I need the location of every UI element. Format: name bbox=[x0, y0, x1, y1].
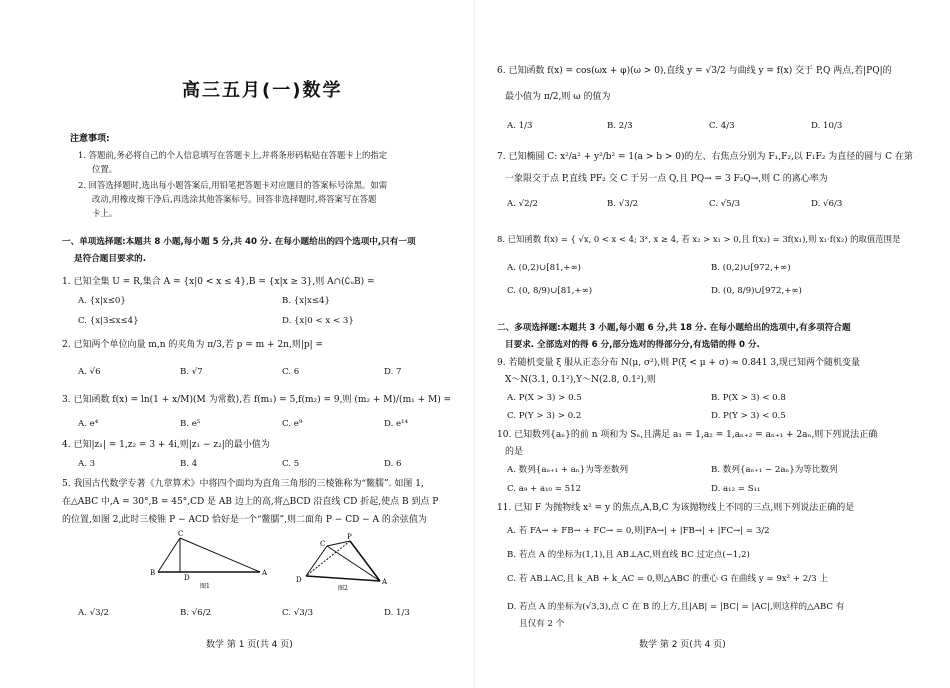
question-8-stem: 8. 已知函数 f(x) = { √x, 0 < x < 4; 3ˣ, x ≥ 4, 若 x₂ > x₁ > 0,且 f(x₂) = 3f(x₁),则 x₁·f(x₂) 的取值范围是 bbox=[497, 234, 901, 244]
question-10-option-a: A. 数列{aₙ₊₁ + aₙ}为等差数列 bbox=[507, 465, 629, 475]
question-1-option-c: C. {x|3≤x≤4} bbox=[78, 316, 139, 326]
fig2-label-c: C bbox=[320, 540, 326, 548]
question-7-option-c: C. √5/3 bbox=[709, 199, 741, 209]
question-4-option-a: A. 3 bbox=[78, 459, 96, 469]
exam-title: 高三五月(一)数学 bbox=[182, 80, 343, 101]
question-1-option-d: D. {x|0 < x < 3} bbox=[282, 316, 354, 326]
question-11-option-d: D. 若点 A 的坐标为(√3,3),点 C 在 B 的上方,且|AB| = |BC| = |AC|,则这样的△ABC 有 bbox=[507, 602, 845, 612]
question-5-option-a: A. √3/2 bbox=[78, 608, 109, 618]
fig1-label-a: A bbox=[262, 569, 268, 577]
question-5-option-b: B. √6/2 bbox=[180, 608, 212, 618]
section-2-heading: 二、多项选择题:本题共 3 小题,每小题 6 分,共 18 分. 在每小题给出的选项中,有多项符合题 bbox=[497, 323, 851, 333]
question-4-stem: 4. 已知|z₁| = 1,z₂ = 3 + 4i,则|z₁ − z₂|的最小值为 bbox=[62, 440, 270, 450]
question-1-stem: 1. 已知全集 U = R,集合 A = {x|0 < x ≤ 4},B = {x|x ≥ 3},则 A∩(∁ᵤB) = bbox=[62, 277, 375, 287]
notice-item-2-cont: 改动,用橡皮擦干净后,再选涂其他答案标号。回答非选择题时,将答案写在答题 bbox=[92, 194, 377, 204]
fig2-label-p: P bbox=[347, 533, 352, 541]
page-footer-1: 数学 第 1 页(共 4 页) bbox=[206, 640, 293, 650]
notice-item-1-cont: 位置。 bbox=[92, 164, 118, 174]
question-3-option-a: A. e⁴ bbox=[78, 419, 99, 429]
question-8-option-d: D. (0, 8/9)∪[972,+∞) bbox=[711, 286, 802, 296]
fig1-label-b: B bbox=[150, 569, 156, 577]
question-1-option-b: B. {x|x≤4} bbox=[282, 296, 330, 306]
question-2-option-c: C. 6 bbox=[282, 367, 300, 377]
page-right bbox=[475, 0, 950, 688]
question-6-option-a: A. 1/3 bbox=[507, 121, 533, 131]
figure-1 bbox=[150, 530, 268, 590]
question-3-option-b: B. e⁵ bbox=[180, 419, 201, 429]
question-5-option-c: C. √3/3 bbox=[282, 608, 314, 618]
question-1-option-a: A. {x|x≤0} bbox=[78, 296, 126, 306]
question-4-option-b: B. 4 bbox=[180, 459, 198, 469]
question-6-stem-2: 最小值为 π/2,则 ω 的值为 bbox=[505, 92, 611, 102]
question-10-option-d: D. a₁₂ = S₁₁ bbox=[711, 484, 761, 494]
question-9-option-a: A. P(X > 3) > 0.5 bbox=[507, 393, 582, 403]
question-6-stem-1: 6. 已知函数 f(x) = cos(ωx + φ)(ω > 0),直线 y = √3/2 与曲线 y = f(x) 交于 P,Q 两点,若|PQ|的 bbox=[497, 66, 892, 76]
figure-2 bbox=[296, 533, 388, 592]
question-5-figures bbox=[140, 530, 400, 598]
question-8-option-b: B. (0,2)∪[972,+∞) bbox=[711, 263, 791, 273]
question-5-option-d: D. 1/3 bbox=[384, 608, 410, 618]
question-7-stem-2: 一象限交于点 P,直线 PF₂ 交 C 于另一点 Q,且 PQ→ = 3 F₂Q→,则 C 的离心率为 bbox=[505, 174, 828, 184]
question-9-option-d: D. P(Y > 3) < 0.5 bbox=[711, 411, 786, 421]
notice-item-2-end: 卡上。 bbox=[92, 208, 118, 218]
question-6-option-b: B. 2/3 bbox=[607, 121, 633, 131]
question-2-stem: 2. 已知两个单位向量 m,n 的夹角为 π/3,若 p = m + 2n,则|p| = bbox=[62, 340, 324, 350]
notice-item-2: 2. 回答选择题时,选出每小题答案后,用铅笔把答题卡对应题目的答案标号涂黑。如需 bbox=[78, 180, 388, 190]
fig1-caption: 图1 bbox=[200, 583, 210, 590]
fig2-label-d: D bbox=[296, 576, 302, 584]
question-6-option-d: D. 10/3 bbox=[811, 121, 843, 131]
notice-item-1: 1. 答题前,务必将自己的个人信息填写在答题卡上,并将条形码粘贴在答题卡上的指定 bbox=[78, 150, 388, 160]
question-9-stem-2: X～N(3.1, 0.1²),Y～N(2.8, 0.1²),则 bbox=[505, 375, 656, 385]
page-footer-2: 数学 第 2 页(共 4 页) bbox=[639, 640, 726, 650]
question-3-option-d: D. e¹⁴ bbox=[384, 419, 409, 429]
fig1-label-d: D bbox=[184, 574, 190, 582]
question-6-option-c: C. 4/3 bbox=[709, 121, 735, 131]
question-9-option-b: B. P(X > 3) < 0.8 bbox=[711, 393, 786, 403]
question-4-option-d: D. 6 bbox=[384, 459, 402, 469]
question-10-option-b: B. 数列{aₙ₊₁ − 2aₙ}为等比数列 bbox=[711, 465, 838, 475]
question-10-option-c: C. a₉ + a₁₀ = 512 bbox=[507, 484, 582, 494]
question-9-option-c: C. P(Y > 3) > 0.2 bbox=[507, 411, 582, 421]
question-11-option-d-cont: 且仅有 2 个 bbox=[519, 619, 565, 629]
section-2-heading-cont: 目要求. 全部选对的得 6 分,部分选对的得部分分,有选错的得 0 分. bbox=[505, 340, 760, 350]
question-2-option-b: B. √7 bbox=[180, 367, 203, 377]
question-4-option-c: C. 5 bbox=[282, 459, 300, 469]
question-7-stem-1: 7. 已知椭圆 C: x²/a² + y²/b² = 1(a > b > 0)的左、右焦点分别为 F₁,F₂,以 F₁F₂ 为直径的圆与 C 在第 bbox=[497, 152, 913, 162]
question-3-stem: 3. 已知函数 f(x) = ln(1 + x/M)(M 为常数),若 f(m₁) = 5,f(m₂) = 9,则 (m₂ + M)/(m₁ + M) = bbox=[62, 395, 452, 405]
notice-heading: 注意事项: bbox=[70, 134, 110, 144]
question-11-option-a: A. 若 FA→ + FB→ + FC→ = 0,则|FA→| + |FB→| + |FC→| = 3/2 bbox=[507, 526, 770, 536]
question-11-stem: 11. 已知 F 为抛物线 x² = y 的焦点,A,B,C 为该抛物线上不同的三点,则下列说法正确的是 bbox=[497, 503, 855, 513]
question-8-option-a: A. (0,2)∪[81,+∞) bbox=[507, 263, 581, 273]
question-10-stem-2: 的是 bbox=[505, 447, 524, 457]
fig2-caption: 图2 bbox=[338, 585, 348, 592]
question-7-option-b: B. √3/2 bbox=[607, 199, 639, 209]
question-8-option-c: C. (0, 8/9)∪[81,+∞) bbox=[507, 286, 593, 296]
question-9-stem-1: 9. 若随机变量 ξ 服从正态分布 N(μ, σ²),则 P(ξ < μ + σ) ≈ 0.841 3,现已知两个随机变量 bbox=[497, 358, 860, 368]
question-5-stem-1: 5. 我国古代数学专著《九章算术》中将四个面均为直角三角形的三棱锥称为“鳖臑”. 如图 1, bbox=[62, 479, 424, 489]
question-3-option-c: C. e⁹ bbox=[282, 419, 303, 429]
question-5-stem-3: 的位置,如图 2,此时三棱锥 P − ACD 恰好是一个“鳖臑”,则二面角 P − CD − A 的余弦值为 bbox=[62, 515, 427, 525]
question-7-option-a: A. √2/2 bbox=[507, 199, 538, 209]
question-7-option-d: D. √6/3 bbox=[811, 199, 843, 209]
section-1-heading-cont: 是符合题目要求的. bbox=[74, 254, 147, 264]
fig1-label-c: C bbox=[178, 530, 184, 538]
question-5-stem-2: 在△ABC 中,A = 30°,B = 45°,CD 是 AB 边上的高,将△BCD 沿直线 CD 折起,使点 B 到点 P bbox=[62, 497, 439, 507]
question-2-option-a: A. √6 bbox=[78, 367, 101, 377]
question-11-option-c: C. 若 AB⊥AC,且 k_AB + k_AC = 0,则△ABC 的重心 G 在曲线 y = 9x² + 2/3 上 bbox=[507, 574, 828, 584]
question-2-option-d: D. 7 bbox=[384, 367, 402, 377]
fig2-label-a: A bbox=[382, 578, 388, 586]
question-10-stem-1: 10. 已知数列{aₙ}的前 n 项和为 Sₙ,且满足 a₁ = 1,a₂ = 1,aₙ₊₂ = aₙ₊₁ + 2aₙ,则下列说法正确 bbox=[497, 430, 878, 440]
question-11-option-b: B. 若点 A 的坐标为(1,1),且 AB⊥AC,则直线 BC 过定点(−1,2) bbox=[507, 550, 750, 560]
section-1-heading: 一、单项选择题:本题共 8 小题,每小题 5 分,共 40 分. 在每小题给出的四个选项中,只有一项 bbox=[62, 237, 416, 247]
